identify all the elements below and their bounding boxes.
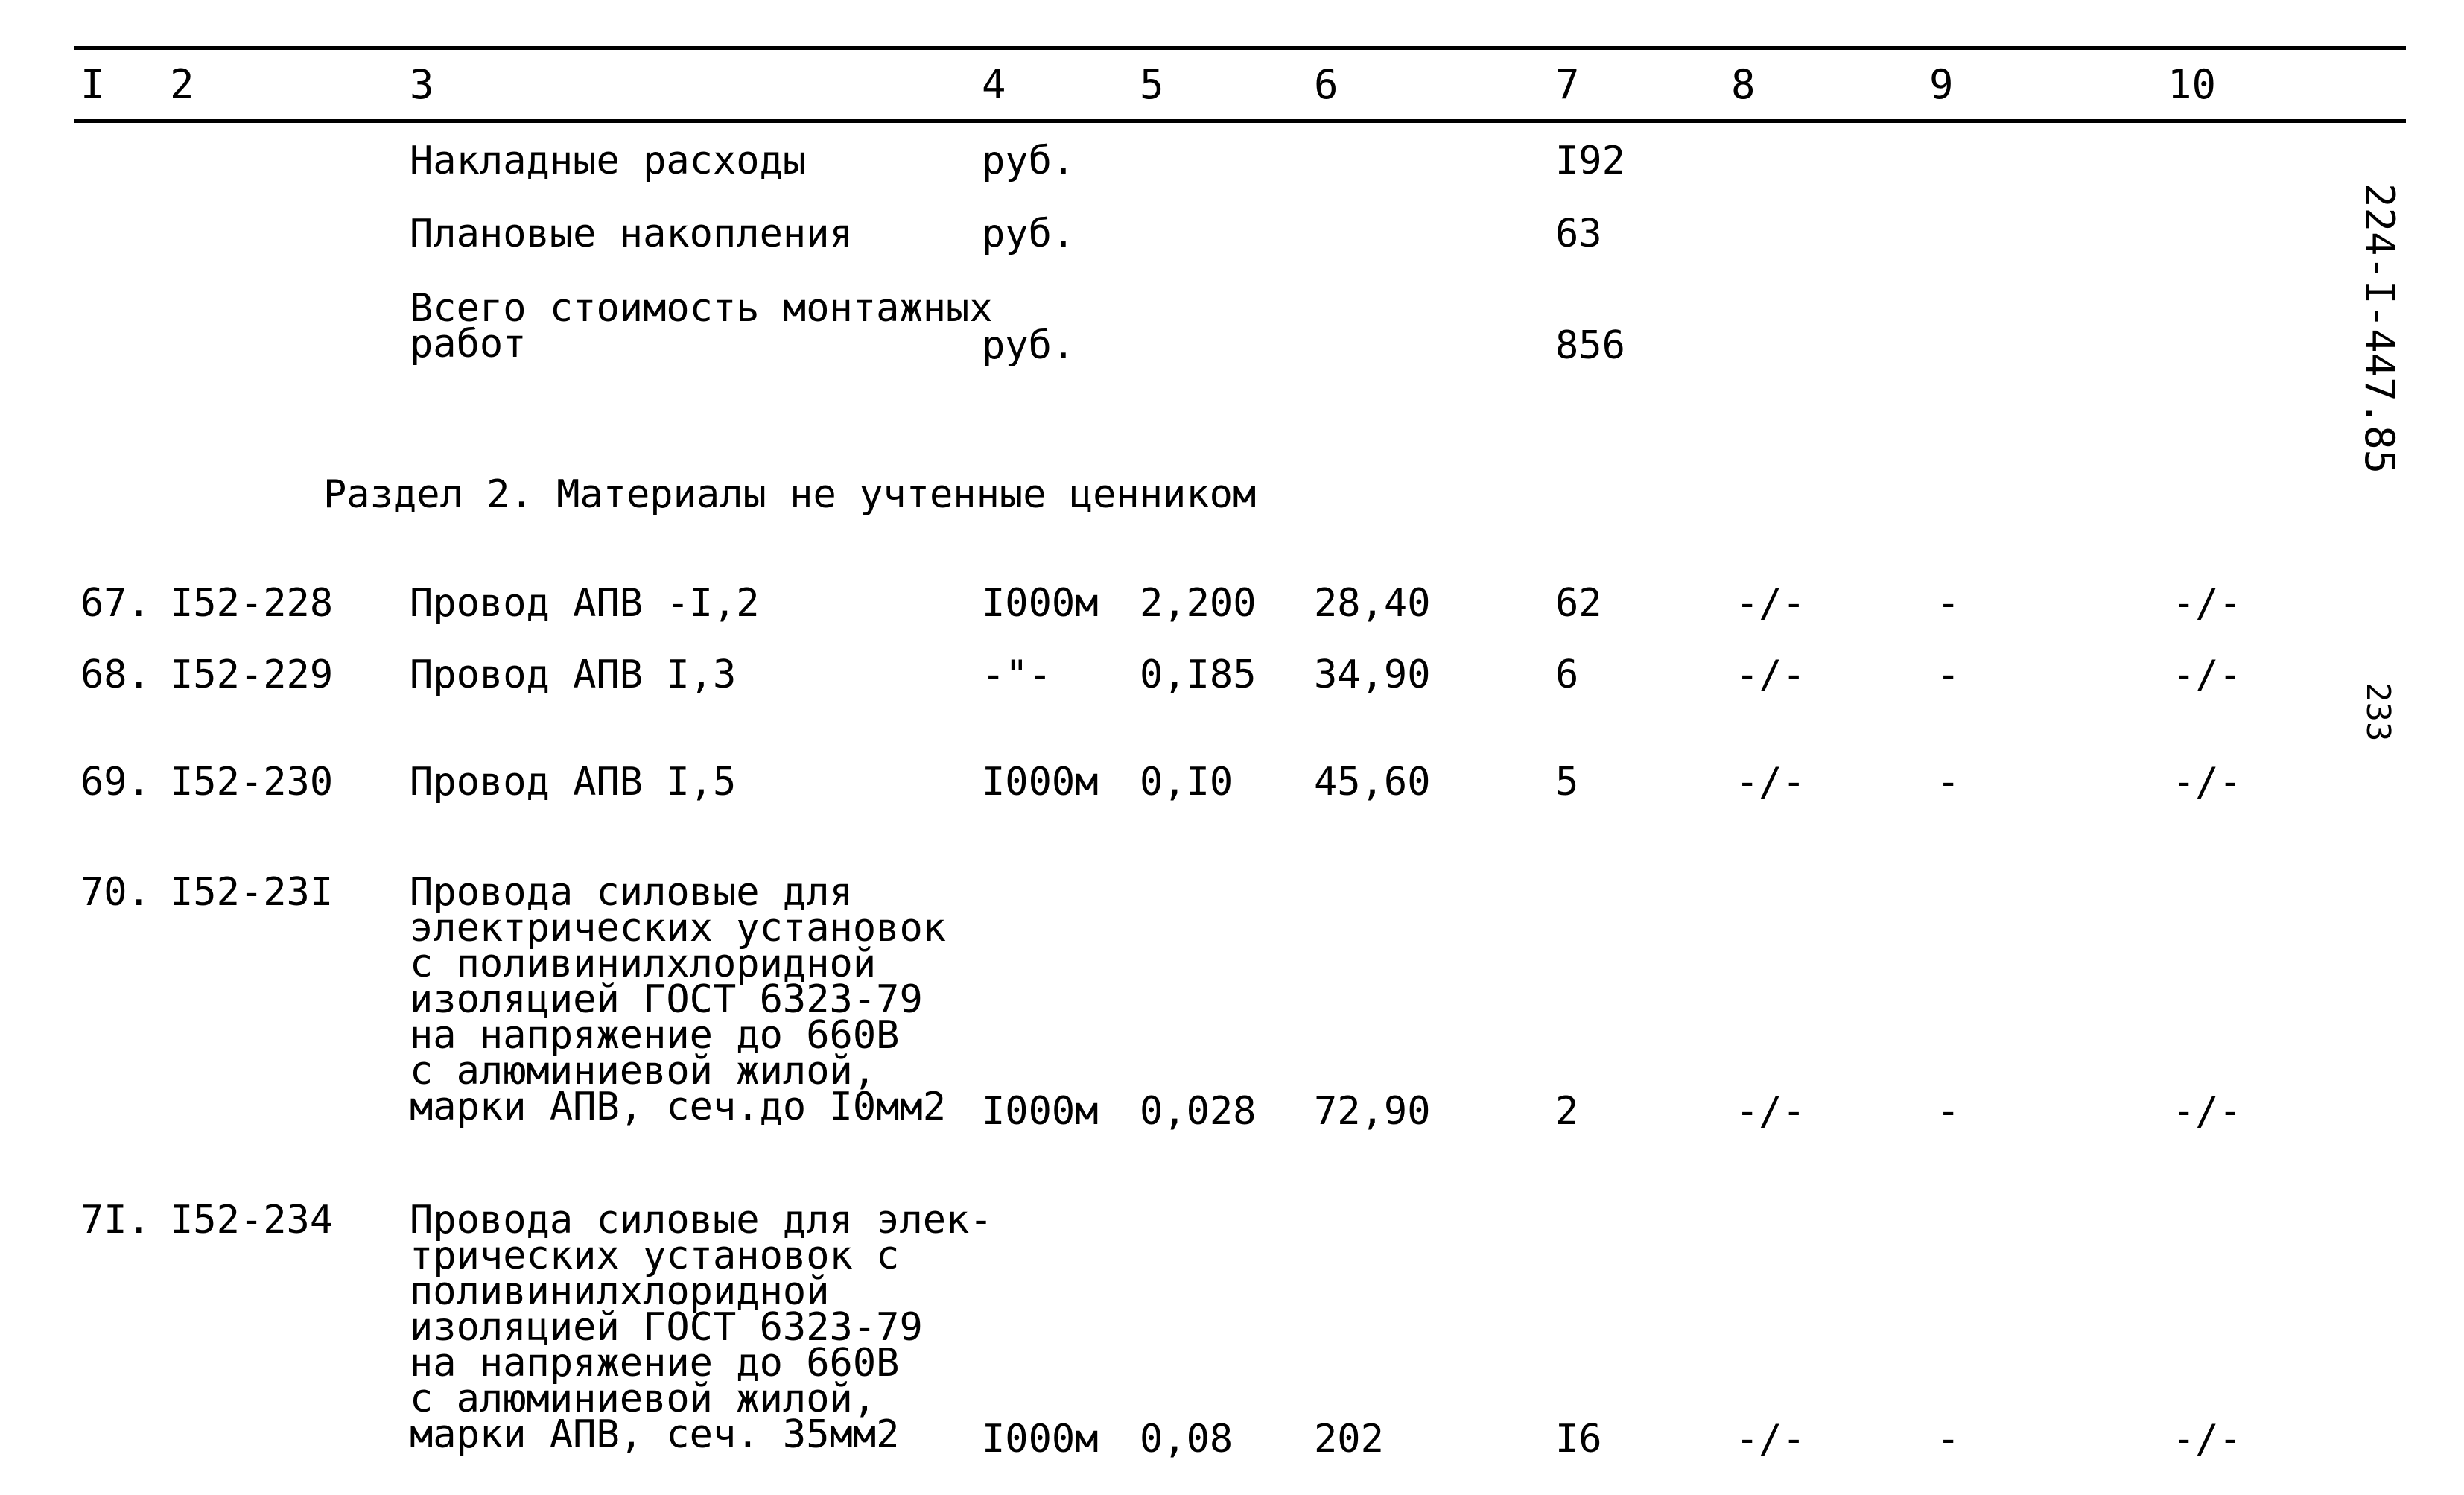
row-price: 45,60 <box>1314 760 1431 804</box>
summary-unit: руб. <box>982 139 1076 183</box>
row-unit: -"- <box>982 653 1052 697</box>
row-quantity: 0,I85 <box>1140 653 1257 697</box>
row-col9: - <box>1937 653 1960 697</box>
row-unit: I000м <box>982 1417 1099 1461</box>
row-quantity: 2,200 <box>1140 581 1257 626</box>
row-col10: -/- <box>2172 1089 2242 1134</box>
col-header-9: 9 <box>1929 61 1954 108</box>
summary-name: Плановые накопления <box>410 212 853 256</box>
row-col10: -/- <box>2172 581 2242 626</box>
row-description: Провод АПВ -I,2 <box>410 581 760 626</box>
row-col10: -/- <box>2172 760 2242 804</box>
row-col8: -/- <box>1736 1417 1806 1461</box>
side-page-mark: 233 <box>2359 682 2397 742</box>
header-top-rule <box>74 46 2406 50</box>
col-header-7: 7 <box>1555 61 1580 108</box>
row-total: I6 <box>1555 1417 1602 1461</box>
row-col10: -/- <box>2172 1417 2242 1461</box>
row-quantity: 0,I0 <box>1140 760 1233 804</box>
row-col8: -/- <box>1736 581 1806 626</box>
row-code: I52-229 <box>170 653 334 697</box>
side-document-code: 224-I-447.85 <box>2356 183 2403 474</box>
row-col9: - <box>1937 581 1960 626</box>
row-quantity: 0,08 <box>1140 1417 1233 1461</box>
row-code: I52-230 <box>170 760 334 804</box>
row-unit: I000м <box>982 1089 1099 1134</box>
col-header-4: 4 <box>982 61 1006 108</box>
section-title: Раздел 2. Материалы не учтенные ценником <box>323 472 1257 517</box>
row-col8: -/- <box>1736 1089 1806 1134</box>
row-number: 68. <box>80 653 150 697</box>
summary-name: Накладные расходы <box>410 139 807 183</box>
row-unit: I000м <box>982 581 1099 626</box>
row-total: 6 <box>1555 653 1579 697</box>
row-quantity: 0,028 <box>1140 1089 1257 1134</box>
row-number: 7I. <box>80 1198 150 1242</box>
col-header-1: I <box>80 61 105 108</box>
row-col9: - <box>1937 1417 1960 1461</box>
col-header-2: 2 <box>170 61 194 108</box>
row-description: Провод АПВ I,3 <box>410 653 737 697</box>
summary-name: Всего стоимость монтажных работ <box>410 286 993 366</box>
row-col8: -/- <box>1736 760 1806 804</box>
row-description: Провод АПВ I,5 <box>410 760 737 804</box>
row-code: I52-23I <box>170 870 334 915</box>
row-number: 69. <box>80 760 150 804</box>
col-header-6: 6 <box>1314 61 1339 108</box>
header-bottom-rule <box>74 119 2406 123</box>
row-col9: - <box>1937 760 1960 804</box>
row-col9: - <box>1937 1089 1960 1134</box>
row-number: 70. <box>80 870 150 915</box>
row-col8: -/- <box>1736 653 1806 697</box>
col-header-3: 3 <box>410 61 434 108</box>
summary-value: I92 <box>1555 139 1625 183</box>
row-price: 72,90 <box>1314 1089 1431 1134</box>
summary-value: 63 <box>1555 212 1602 256</box>
col-header-8: 8 <box>1731 61 1756 108</box>
row-total: 5 <box>1555 760 1579 804</box>
row-price: 202 <box>1314 1417 1384 1461</box>
row-total: 2 <box>1555 1089 1579 1134</box>
row-code: I52-228 <box>170 581 334 626</box>
row-description: Провода силовые для элек- трических установок с поливинилхлоридной изоляцией ГОСТ 6323-79 на напряжение до 660В с алюминиевой жилой, марки АПВ, сеч. 35мм2 <box>410 1198 993 1457</box>
summary-value: 856 <box>1555 323 1625 368</box>
row-unit: I000м <box>982 760 1099 804</box>
row-col10: -/- <box>2172 653 2242 697</box>
row-price: 28,40 <box>1314 581 1431 626</box>
summary-unit: руб. <box>982 323 1076 368</box>
col-header-10: 10 <box>2168 61 2217 108</box>
row-number: 67. <box>80 581 150 626</box>
row-description: Провода силовые для электрических установок с поливинилхлоридной изоляцией ГОСТ 6323-79 на напряжение до 660В с алюминиевой жилой, марки АПВ, сеч.до I0мм2 <box>410 870 947 1129</box>
row-total: 62 <box>1555 581 1602 626</box>
col-header-5: 5 <box>1140 61 1164 108</box>
row-price: 34,90 <box>1314 653 1431 697</box>
row-code: I52-234 <box>170 1198 334 1242</box>
summary-unit: руб. <box>982 212 1076 256</box>
